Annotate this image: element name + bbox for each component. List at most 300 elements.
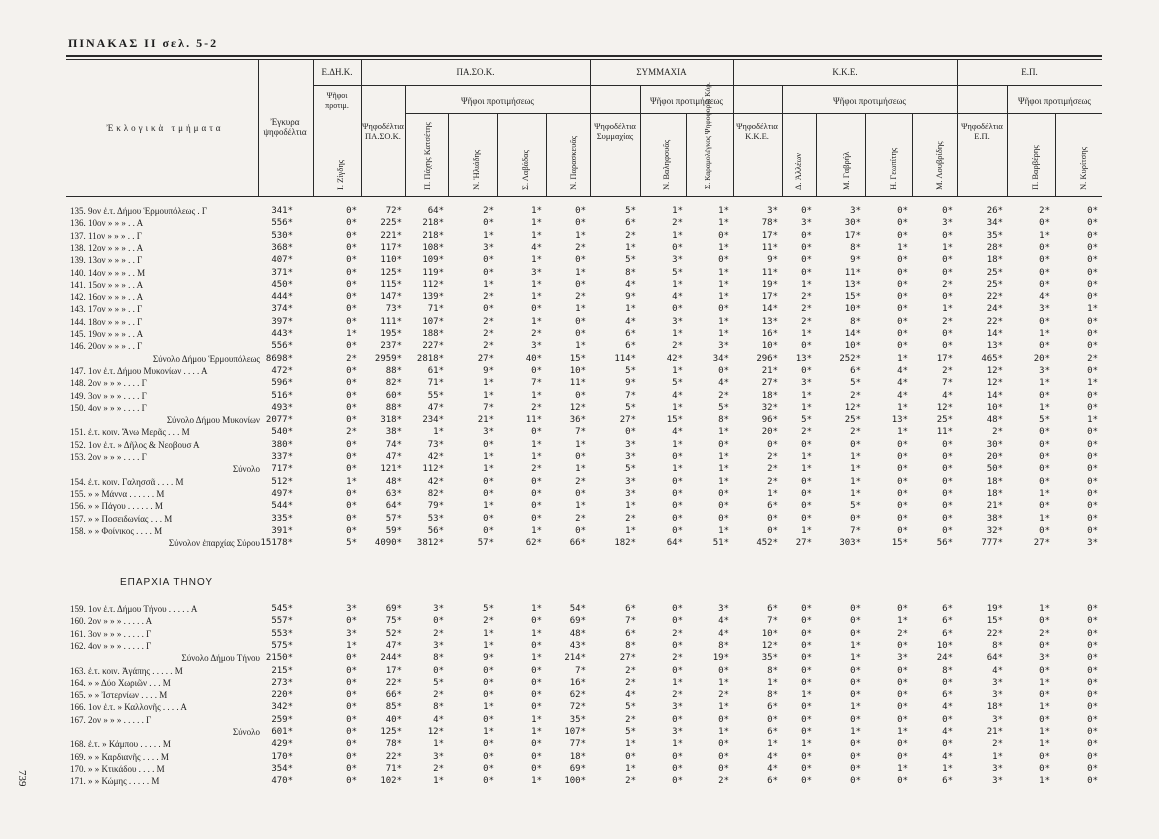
table-cell: 2* [483,206,494,216]
table-cell: 0* [531,739,542,750]
table-cell: 13* [891,415,908,426]
table-cell: 234* [422,415,444,426]
table-cell: 12* [761,640,778,651]
table-cell: 2959* [374,353,402,364]
table-cell: 1* [531,218,542,229]
table-cell: 0* [897,316,908,327]
table-cell: 9* [625,292,636,303]
table-cell: 0* [1039,616,1050,627]
table-cell: 0* [1087,292,1098,303]
table-cell: 79* [427,501,444,512]
table-cell: 391* [271,525,293,536]
table-cell: 5* [433,677,444,688]
table-cell: 0* [850,763,861,774]
table-cell: 244* [380,653,402,664]
table-cell: 1* [850,702,861,713]
table-cell: 0* [433,616,444,627]
table-cell: 1* [531,653,542,664]
table-cell: 0* [767,525,778,536]
table-cell: 22* [986,292,1003,303]
table-cell: 407* [271,255,293,266]
table-cell: 4* [625,279,636,290]
table-cell: 2* [801,304,812,315]
table-cell: 14* [844,329,861,339]
table-cell: 0* [575,488,586,499]
row-label: 170. » » Κτικάδου . . . . Μ [70,763,165,774]
row-label: 147. 1ον ἐ.τ. Δήμου Μυκονίων . . . . Α [70,365,208,376]
table-cell: 110* [380,255,402,266]
table-cell: 0* [346,501,357,512]
table-cell: 0* [897,292,908,303]
table-cell: 452* [756,538,778,549]
table-cell: 0* [801,702,812,713]
table-cell: 32* [761,402,778,413]
table-cell: 0* [1039,476,1050,487]
row-label: 142. 16ον » » » . . Α [70,292,144,303]
table-cell: 0* [897,206,908,216]
table-cell: 6* [625,329,636,339]
table-cell: 4* [992,665,1003,676]
table-cell: 1* [531,279,542,290]
table-cell: 0* [718,501,729,512]
table-cell: 1* [801,279,812,290]
table-cell: 6* [625,604,636,614]
table-cell: 22* [385,677,402,688]
table-cell: 108* [422,242,444,253]
table-cell: 0* [897,230,908,241]
table-cell: 0* [801,763,812,774]
table-cell: 112* [422,279,444,290]
table-cell: 1* [718,279,729,290]
table-cell: 0* [483,751,494,762]
table-cell: 1* [575,341,586,352]
table-cell: 0* [346,513,357,524]
table-cell: 7* [531,378,542,389]
table-cell: 100* [564,776,586,787]
row-label: 160. 2ον » » » . . . . . Α [70,616,153,627]
table-cell: 0* [672,501,683,512]
table-cell: 0* [897,690,908,701]
table-cell: 4* [897,390,908,401]
table-cell: 3* [531,267,542,278]
header-candidate: Ν. Κυρίτσης [1078,146,1088,190]
table-cell: 218* [422,230,444,241]
table-cell: 1* [483,279,494,290]
table-cell: 0* [346,616,357,627]
table-cell: 0* [346,439,357,450]
table-cell: 11* [525,415,542,426]
table-cell: 2* [942,279,953,290]
table-cell: 2* [575,476,586,487]
table-cell: 0* [897,714,908,725]
table-cell: 0* [346,402,357,413]
table-cell: 5* [850,501,861,512]
table-cell: 0* [531,476,542,487]
table-cell: 2* [575,513,586,524]
row-label: 163. ἐ.τ. κοιν. Ἀγάπης . . . . . Μ [70,665,183,676]
table-cell: 102* [380,776,402,787]
table-cell: 0* [850,739,861,750]
table-cell: 78* [761,218,778,229]
table-cell: 1* [1039,230,1050,241]
table-cell: 1* [801,690,812,701]
table-cell: 3* [625,476,636,487]
table-cell: 1* [718,316,729,327]
table-cell: 0* [1087,427,1098,438]
table-cell: 10* [986,402,1003,413]
table-cell: 10* [761,341,778,352]
table-cell: 0* [531,751,542,762]
table-cell: 3* [672,316,683,327]
table-cell: 1* [1039,727,1050,737]
table-cell: 1* [672,677,683,688]
table-cell: 3* [625,488,636,499]
table-cell: 0* [1087,488,1098,499]
table-cell: 1* [1039,488,1050,499]
table-cell: 0* [672,751,683,762]
table-cell: 111* [380,316,402,327]
table-cell: 0* [897,702,908,713]
table-cell: 0* [1087,653,1098,664]
table-cell: 8* [992,640,1003,651]
table-cell: 0* [801,628,812,639]
row-label: 150. 4ον » » » . . . . Γ [70,402,147,413]
table-cell: 17* [936,353,953,364]
table-cell: 5* [625,255,636,266]
table-cell: 12* [936,402,953,413]
table-cell: 0* [850,776,861,787]
table-cell: 0* [897,341,908,352]
table-cell: 1* [801,739,812,750]
table-cell: 0* [801,476,812,487]
table-cell: 2* [433,628,444,639]
table-cell: 14* [986,329,1003,339]
table-cell: 1* [575,230,586,241]
table-cell: 237* [380,341,402,352]
table-cell: 0* [1087,702,1098,713]
table-cell: 0* [897,329,908,339]
table-cell: 8* [767,690,778,701]
table-cell: 1* [531,230,542,241]
table-cell: 1* [575,439,586,450]
row-label: 158. » » Φοίνικος . . . . Μ [70,525,163,536]
table-cell: 0* [346,341,357,352]
table-cell: 0* [483,763,494,774]
table-cell: 3* [1039,653,1050,664]
table-cell: 1* [531,292,542,303]
table-cell: 0* [942,255,953,266]
table-cell: 8* [850,316,861,327]
table-cell: 1* [1039,378,1050,389]
header-candidate: Ι. Ζίγδης [335,159,345,190]
table-cell: 0* [672,640,683,651]
row-label: 144. 18ον » » » . . Γ [70,316,143,327]
table-cell: 545* [271,604,293,614]
table-cell: 0* [897,513,908,524]
table-cell: 0* [531,304,542,315]
table-cell: 0* [672,604,683,614]
table-cell: 0* [575,329,586,339]
table-cell: 0* [346,776,357,787]
table-cell: 6* [942,690,953,701]
table-cell: 0* [801,513,812,524]
table-cell: 0* [767,513,778,524]
table-cell: 0* [672,714,683,725]
header-ep-ballots: Ψηφοδέλτια Ε.Π. [961,121,1003,141]
table-cell: 1* [897,353,908,364]
header-candidate: Π. Βαρβέρης [1030,145,1040,190]
table-cell: 1* [850,640,861,651]
table-cell: 56* [427,525,444,536]
table-cell: 0* [718,763,729,774]
table-cell: 4* [942,702,953,713]
table-cell: 27* [477,353,494,364]
table-cell: 21* [477,415,494,426]
table-cell: 3* [897,653,908,664]
table-cell: 82* [385,378,402,389]
table-cell: 512* [271,476,293,487]
table-cell: 1* [483,378,494,389]
table-cell: 0* [897,776,908,787]
table-cell: 66* [569,538,586,549]
table-cell: 42* [427,452,444,462]
row-label: 154. ἐ.τ. κοιν. Γαλησσᾶ . . . . Μ [70,476,184,487]
table-cell: 1* [718,329,729,339]
table-cell: 0* [801,488,812,499]
table-cell: 0* [942,452,953,462]
table-cell: 1* [850,464,861,475]
row-label: Σύνολον ἐπαρχίας Σύρου [168,538,260,549]
table-cell: 1* [942,763,953,774]
table-cell: 2* [850,390,861,401]
table-cell: 107* [564,727,586,737]
table-cell: 5* [1039,415,1050,426]
table-cell: 368* [271,242,293,253]
table-cell: 0* [942,525,953,536]
table-cell: 0* [942,476,953,487]
table-cell: 42* [427,476,444,487]
table-cell: 3* [433,751,444,762]
table-cell: 18* [986,476,1003,487]
table-cell: 4* [718,616,729,627]
table-cell: 109* [422,255,444,266]
table-cell: 0* [1087,525,1098,536]
table-cell: 218* [422,218,444,229]
table-cell: 7* [575,665,586,676]
table-cell: 2* [992,739,1003,750]
table-cell: 0* [1039,525,1050,536]
table-cell: 2* [672,690,683,701]
table-cell: 0* [1039,464,1050,475]
table-cell: 0* [1087,242,1098,253]
table-cell: 17* [761,230,778,241]
table-cell: 1* [718,218,729,229]
table-cell: 1* [433,739,444,750]
table-cell: 1* [1039,677,1050,688]
table-cell: 540* [271,427,293,438]
row-label: Σύνολο Δήμου Τήνου [181,653,260,664]
table-cell: 6* [942,616,953,627]
table-cell: 3* [672,702,683,713]
table-cell: 4* [767,751,778,762]
table-cell: 1* [531,316,542,327]
table-cell: 0* [897,525,908,536]
row-label: 166. 1ον ἐ.τ. » Καλλονῆς . . . . Α [70,702,187,713]
table-cell: 10* [761,628,778,639]
table-cell: 13* [844,279,861,290]
table-cell: 0* [897,665,908,676]
table-cell: 1* [672,230,683,241]
table-cell: 0* [672,776,683,787]
table-cell: 0* [531,702,542,713]
table-cell: 3* [850,206,861,216]
table-cell: 6* [767,604,778,614]
table-cell: 0* [801,751,812,762]
table-cell: 444* [271,292,293,303]
table-cell: 0* [1087,341,1098,352]
table-cell: 27* [619,415,636,426]
table-cell: 2* [801,427,812,438]
table-cell: 2* [672,341,683,352]
table-cell: 1* [801,464,812,475]
row-label: 157. » » Ποσειδωνίας . . . Μ [70,513,173,524]
table-cell: 0* [346,242,357,253]
table-cell: 15* [844,292,861,303]
table-cell: 8* [625,640,636,651]
table-cell: 1* [531,628,542,639]
table-cell: 9* [483,365,494,376]
table-cell: 0* [672,616,683,627]
row-label: 155. » » Μάννα . . . . . . Μ [70,488,165,499]
table-cell: 0* [1087,329,1098,339]
table-cell: 0* [531,690,542,701]
table-cell: 0* [483,267,494,278]
table-cell: 1* [483,640,494,651]
table-cell: 0* [801,267,812,278]
table-cell: 0* [483,525,494,536]
header-sections: Ἐκλογικὰ τμήματα [106,123,224,133]
table-cell: 0* [801,665,812,676]
table-cell: 1* [767,677,778,688]
table-cell: 1* [531,390,542,401]
table-cell: 27* [1033,538,1050,549]
table-cell: 5* [672,267,683,278]
table-cell: 1* [718,476,729,487]
table-cell: 0* [1087,640,1098,651]
table-cell: 5* [625,727,636,737]
table-cell: 0* [801,776,812,787]
table-cell: 0* [1039,242,1050,253]
table-cell: 7* [483,402,494,413]
table-cell: 0* [801,714,812,725]
table-cell: 601* [271,727,293,737]
table-cell: 13* [795,353,812,364]
table-cell: 1* [625,501,636,512]
table-cell: 1* [575,501,586,512]
table-cell: 0* [1087,714,1098,725]
table-cell: 1* [897,242,908,253]
row-label: 162. 4ον » » » . . . . . Γ [70,640,152,651]
table-cell: 259* [271,714,293,725]
table-cell: 0* [942,488,953,499]
table-cell: 0* [1039,665,1050,676]
table-cell: 2* [718,690,729,701]
table-cell: 0* [1039,714,1050,725]
table-cell: 2* [531,464,542,475]
table-cell: 0* [575,255,586,266]
table-cell: 0* [718,488,729,499]
table-cell: 0* [346,763,357,774]
table-cell: 48* [385,476,402,487]
table-cell: 4* [897,365,908,376]
table-cell: 0* [718,255,729,266]
table-cell: 0* [483,739,494,750]
table-cell: 56* [936,538,953,549]
table-cell: 12* [569,402,586,413]
table-cell: 19* [712,653,729,664]
table-cell: 11* [761,267,778,278]
table-cell: 7* [850,525,861,536]
table-cell: 35* [569,714,586,725]
table-cell: 1* [531,604,542,614]
table-cell: 1* [897,427,908,438]
table-cell: 0* [801,501,812,512]
table-cell: 10* [844,341,861,352]
table-cell: 3* [346,628,357,639]
header-candidate: Ν. Ἠλιάδης [471,149,481,190]
table-cell: 0* [1087,267,1098,278]
table-cell: 2* [625,714,636,725]
table-cell: 0* [531,365,542,376]
table-cell: 0* [801,242,812,253]
table-cell: 443* [271,329,293,339]
table-cell: 0* [897,604,908,614]
table-cell: 1* [346,476,357,487]
table-cell: 0* [483,714,494,725]
table-cell: 0* [718,513,729,524]
table-cell: 1* [767,739,778,750]
table-cell: 2* [718,390,729,401]
table-cell: 0* [1087,439,1098,450]
table-cell: 1* [1039,702,1050,713]
table-cell: 0* [483,690,494,701]
table-cell: 5* [672,378,683,389]
table-cell: 1* [850,452,861,462]
table-cell: 107* [422,316,444,327]
row-label: 165. » » Ἰστερνίων . . . . Μ [70,690,168,701]
table-cell: 0* [801,616,812,627]
table-cell: 139* [422,292,444,303]
table-cell: 0* [1039,218,1050,229]
table-cell: 4* [942,727,953,737]
table-cell: 0* [718,751,729,762]
table-cell: 69* [569,763,586,774]
table-cell: 1* [346,329,357,339]
table-cell: 15* [569,353,586,364]
row-label: Σύνολο Δήμου Ἑρμουπόλεως [152,353,260,364]
table-cell: 1* [483,727,494,737]
table-cell: 20* [1033,353,1050,364]
table-cell: 6* [625,341,636,352]
table-cell: 182* [614,538,636,549]
header-valid-ballots: Ἐγκυρα ψηφοδέλτια [263,117,307,137]
table-cell: 3* [1087,538,1098,549]
table-cell: 0* [1039,439,1050,450]
table-cell: 71* [427,378,444,389]
table-cell: 1* [1039,513,1050,524]
table-cell: 0* [672,242,683,253]
table-cell: 252* [839,353,861,364]
